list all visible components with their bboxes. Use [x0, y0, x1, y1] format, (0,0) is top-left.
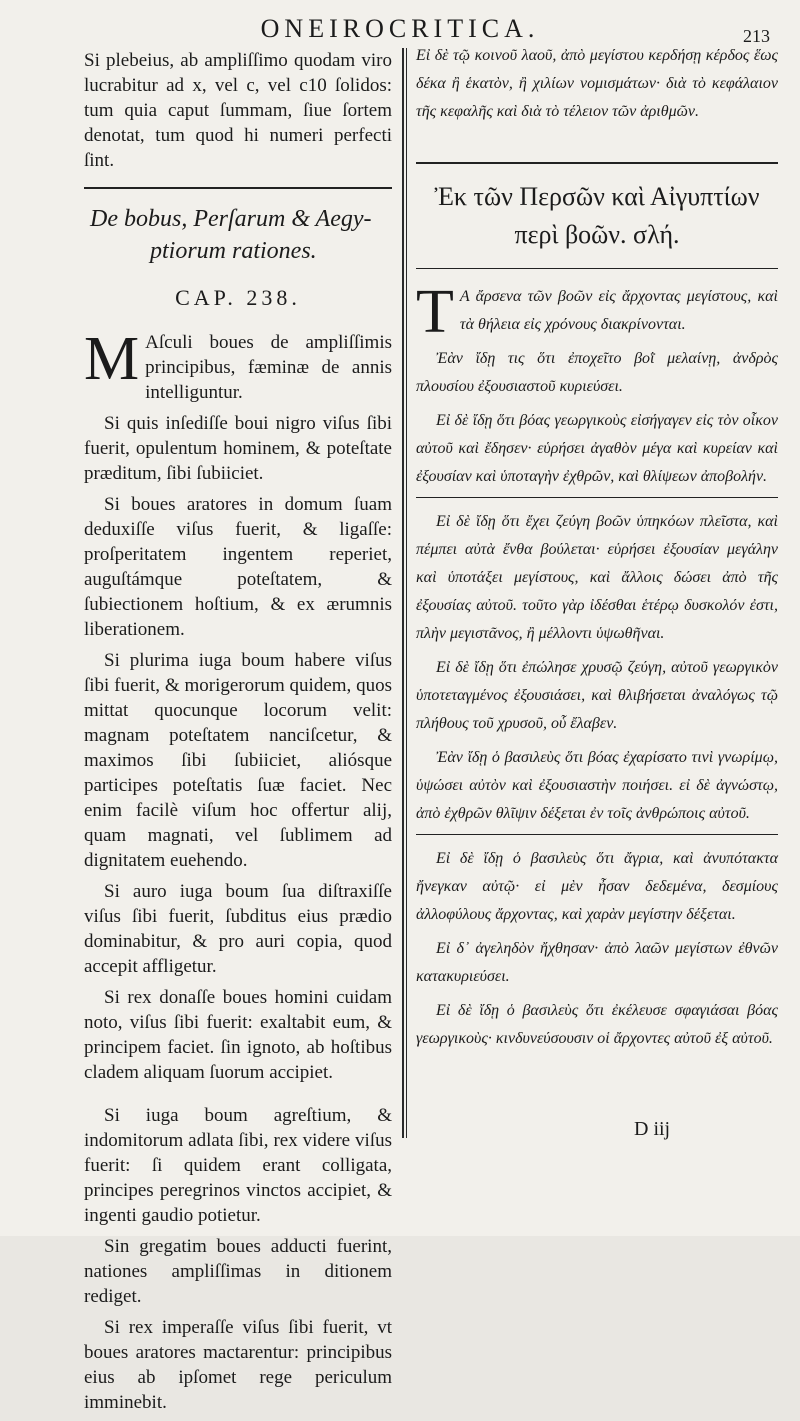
latin-paragraph: Si quis inſediſſe boui nigro viſus ſibi fuerit, opulentum hominem, & poteſtate præditum, ſibi ſubiiciet. [84, 413, 392, 484]
column-rule-inner [406, 48, 407, 1138]
greek-dropcap: Τ [416, 278, 454, 346]
chapter-number: CAP. 238. [175, 285, 301, 310]
section-divider [416, 162, 778, 164]
signature-mark: D iij [634, 1118, 671, 1140]
greek-heading-line1: Ἐκ τῶν Περσῶν καὶ Αἰγυπτίων [434, 182, 760, 211]
running-title: ONEIROCRITICA. [260, 14, 540, 43]
latin-paragraph: Sin gregatim boues adducti fuerint, nationes ampliſſimas in ditionem rediget. [84, 1236, 392, 1307]
page-number: 213 [743, 26, 770, 46]
latin-dropcap: M [84, 325, 140, 393]
greek-intro: Εἰ δὲ τῷ κοινοῦ λαοῦ, ἀπὸ μεγίστου κερδήσῃ κέρδος ἕως δέκα ἢ ἑκατὸν, ἢ χιλίων νομισμάτων· διὰ τὸ κεφάλαιον τῆς κεφαλῆς καὶ διὰ τὸ τέλειον τῶν ἀριθμῶν. [416, 47, 778, 120]
greek-paragraph: Ἐὰν ἴδῃ ὁ βασιλεὺς ὅτι βόας ἐχαρίσατο τινὶ γνωρίμῳ, ὑψώσει αὐτὸν καὶ ἐξουσιαστὴν ποιήσει. εἰ δὲ ἀγνώστῳ, ἀπὸ ἐχθρῶν θλῖψιν δέξεται ἐν τοῖς ἀνθρώποις αὐτοῦ. [416, 749, 778, 822]
latin-paragraph: Si boues aratores in domum ſuam deduxiſſe viſus fuerit, & ligaſſe: proſperitatem ingentem reperiet, auguſtámque poteſtatem, & ſubiectionem hoſtium, & ex ærumnis liberationem. [84, 494, 392, 640]
column-rule [402, 48, 404, 1138]
paragraph-divider [416, 834, 778, 835]
greek-paragraph: Εἰ δ᾽ ἀγεληδὸν ἤχθησαν· ἀπὸ λαῶν μεγίστων ἐθνῶν κατακυριεύσει. [416, 940, 778, 985]
greek-paragraph-text: Α ἄρσενα τῶν βοῶν εἰς ἄρχοντας μεγίστους, καὶ τὰ θήλεια εἰς χρόνους διακρίνονται. [459, 288, 778, 333]
latin-paragraph-text: Aſculi boues de ampliſſimis principibus, fæminæ de annis intelliguntur. [145, 332, 392, 403]
latin-paragraph: Si plurima iuga boum habere viſus ſibi fuerit, & morigerorum quidem, quos mittat quocunque locorum velit: magnam poteſtatem nanciſcetur, & maximos ſibi ſubiiciet, aliósque participes poteſtatis ſuæ faciet. Nec enim facilè viſum hoc offertur alij, quam magnati, vel ſublimem ad dignitatem euehendo. [84, 650, 392, 871]
greek-column [416, 42, 778, 1059]
greek-paragraph: Ἐὰν ἴδῃ τις ὅτι ἐποχεῖτο βοῒ μελαίνῃ, ἀνδρὸς πλουσίου ἐξουσιαστοῦ κυριεύσει. [416, 350, 778, 395]
greek-paragraph [416, 278, 778, 346]
greek-heading-line2: περὶ βοῶν. σλή. [514, 220, 680, 249]
greek-paragraph: Εἰ δὲ ἴδῃ ὁ βασιλεὺς ὅτι ἄγρια, καὶ ἀνυπότακτα ἤνεγκαν αὐτῷ· εἰ μὲν ἦσαν δεδεμένα, δεσμίους ἀλλοφύλους ἄρχοντας, καὶ χαρὰν μεγίστην δέξεται. [416, 850, 778, 923]
latin-paragraph: Si rex donaſſe boues homini cuidam noto, viſus ſibi fuerit: exaltabit eum, & principem faciet. ſin ignoto, ab hoſtibus cladem aliquam ſuorum accipiet. [84, 987, 392, 1083]
section-divider [84, 187, 392, 189]
latin-heading-line2: ptiorum rationes. [150, 238, 317, 264]
latin-paragraph: Si rex imperaſſe viſus ſibi fuerit, vt boues aratores mactarentur: principibus eius ab ipſomet rege periculum imminebit. [84, 1317, 392, 1413]
greek-paragraph: Εἰ δὲ ἴδῃ ὅτι ἐπώλησε χρυσῷ ζεύγη, αὐτοῦ γεωργικὸν ὑποτεταγμένος ἐξουσιάσει, καὶ θλιβήσεται ἀναλόγως τῷ πλήθους τοῦ χρυσοῦ, οὗ ἔλαβεν. [416, 659, 778, 732]
greek-paragraph: Εἰ δὲ ἴδῃ ὅτι ἔχει ζεύγη βοῶν ὑπηκόων πλεῖστα, καὶ πέμπει αὐτὰ ἔνθα βούλεται· εὑρήσει ἐξουσίαν μεγάλην καὶ ὑποτάξει μεγίστους, καὶ ἄλλοις δώσει ἀπὸ τῆς ἐξουσίας αὐτοῦ. τοῦτο γὰρ ἰδέσθαι ἑτέρῳ δυσκολόν ἐστι, πλὴν μεγιστᾶνος, ἢ μέλλοντι ὑψωθῆναι. [416, 513, 778, 642]
latin-paragraph: Si iuga boum agreſtium, & indomitorum adlata ſibi, rex videre viſus fuerit: ſi quidem erant colligata, principes peregrinos vinctos accipiet, & ingenti gaudio potietur. [84, 1105, 392, 1226]
paragraph-divider [416, 497, 778, 498]
latin-paragraph: Si auro iuga boum ſua diſtraxiſſe viſus ſibi fuerit, ſubditus eius prædio dominabitur, & pro auri copia, quod accepit affligetur. [84, 881, 392, 977]
greek-heading [416, 178, 778, 254]
latin-heading [84, 203, 392, 267]
greek-paragraph: Εἰ δὲ ἴδῃ ὅτι βόας γεωργικοὺς εἰσήγαγεν εἰς τὸν οἶκον αὐτοῦ καὶ ἔδησεν· εὑρήσει ἀγαθὸν μέγα καὶ κυρείαν καὶ ἐξουσίαν καὶ ὑποταγὴν ἐχθρῶν, καὶ θλίψεων ἀποβολήν. [416, 412, 778, 485]
latin-intro: Si plebeius, ab ampliſſimo quodam viro lucrabitur ad x, vel c, vel c10 ſolidos: tum quia caput ſummam, ſiue ſortem denotat, tum quod hi numeri perfecti ſint. [84, 50, 392, 171]
latin-paragraph [84, 325, 392, 405]
latin-heading-line1: De bobus, Perſarum & Aegy- [90, 206, 372, 232]
heading-underline [416, 268, 778, 269]
greek-paragraph: Εἰ δὲ ἴδῃ ὁ βασιλεὺς ὅτι ἐκέλευσε σφαγιάσαι βόας γεωργικοὺς· κινδυνεύσουσιν οἱ ἄρχοντες αὐτοῦ ἐξ αὐτοῦ. [416, 1002, 778, 1047]
latin-column [84, 48, 392, 1421]
